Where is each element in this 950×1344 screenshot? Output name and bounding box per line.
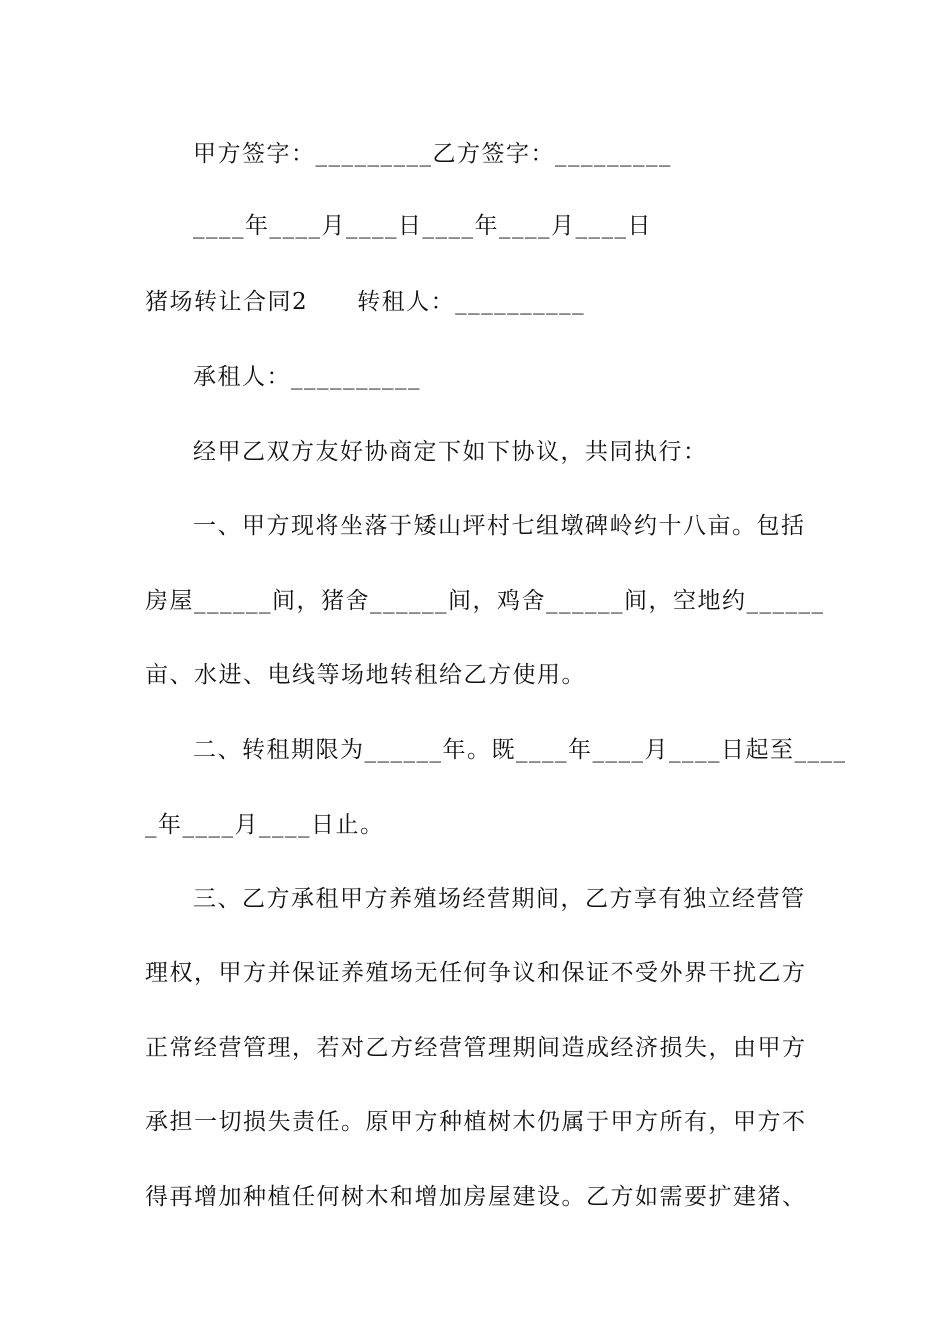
signature-line: 甲方签字：_________乙方签字：_________ bbox=[193, 141, 672, 167]
clause-3-line-3: 正常经营管理，若对乙方经营管理期间造成经济损失，由甲方 bbox=[145, 1035, 807, 1061]
intro-line: 经甲乙双方友好协商定下如下协议，共同执行： bbox=[193, 439, 708, 465]
clause-2-line-1: 二、转租期限为______年。既____年____月____日起至____ bbox=[193, 737, 847, 763]
date-line: ____年____月____日____年____月____日 bbox=[193, 213, 652, 239]
clause-3-line-5: 得再增加种植任何树木和增加房屋建设。乙方如需要扩建猪、 bbox=[145, 1184, 807, 1210]
clause-3-line-2: 理权，甲方并保证养殖场无任何争议和保证不受外界干扰乙方 bbox=[145, 960, 807, 986]
clause-1-line-3: 亩、水进、电线等场地转租给乙方使用。 bbox=[145, 662, 586, 688]
lessee-line: 承租人：__________ bbox=[193, 364, 421, 390]
contract-title-line: 猪场转让合同2 转租人：__________ bbox=[145, 289, 586, 315]
clause-2-line-2: _年____月____日止。 bbox=[145, 812, 385, 838]
clause-1-line-1: 一、甲方现将坐落于矮山坪村七组墩碑岭约十八亩。包括 bbox=[193, 513, 806, 539]
clause-3-line-4: 承担一切损失责任。原甲方种植树木仍属于甲方所有，甲方不 bbox=[145, 1109, 807, 1135]
clause-1-line-2: 房屋______间，猪舍______间，鸡舍______间，空地约______ bbox=[145, 588, 825, 614]
clause-3-line-1: 三、乙方承租甲方养殖场经营期间，乙方享有独立经营管 bbox=[193, 886, 806, 912]
